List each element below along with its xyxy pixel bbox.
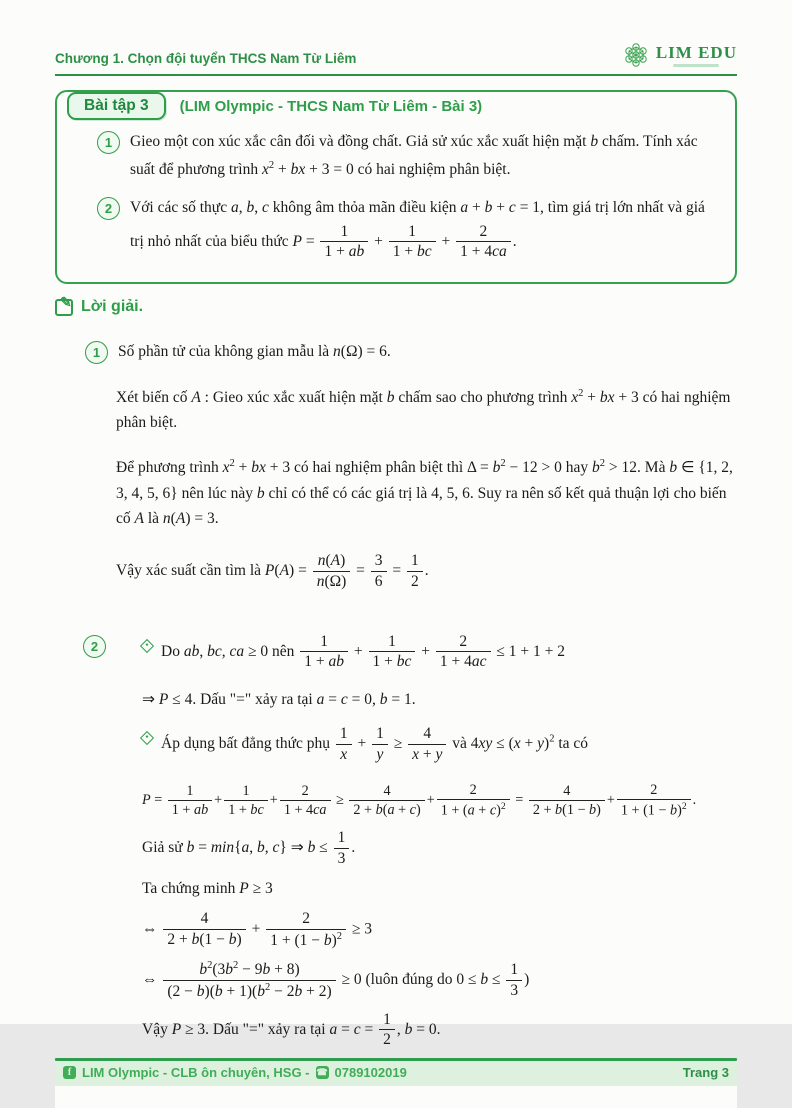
solution-1-body [116, 385, 737, 591]
pencil-icon: ✎ [55, 299, 73, 316]
bullet-1-line-1: Do ab, bc, ca ≥ 0 nên $\frac{1}{1 + ab}$ + $\frac{1}{1 + bc}$ + $\frac{2}{1 + 4ac}$ ≤ 1 + 1 + 2 [161, 632, 566, 671]
problem-item-1 [97, 128, 717, 184]
bullet-2-line-4: Ta chứng minh P ≥ 3 [142, 879, 273, 897]
facebook-icon: f [63, 1066, 76, 1079]
bullet-1 [142, 632, 737, 681]
bullet-1-line-2: ⇒ P ≤ 4. Dấu "=" xảy ra tại a = c = 0, b = 1. [142, 691, 416, 709]
logo-name: LIM EDU [655, 42, 737, 62]
solution-part-1 [85, 338, 737, 611]
circled-number-2: 2 [97, 197, 120, 220]
bullet-2-line-6: ⇔ $\frac{b^2(3b^2 - 9b + 8)}{(2 - b)(b + 1)(b^2 - 2b + 2)}$ ≥ 0 (luôn đúng do 0 ≤ b ≤ $\frac{1}{3}$ ) [142, 959, 530, 1000]
footer-page-number: Trang 3 [682, 1065, 729, 1081]
footer-strip [55, 1061, 737, 1086]
solution-1-line-3: Để phương trình $x^2$ + bx + 3 có hai nghiệm phân biệt thì $\Delta = b^2 - 12 > 0$ hay $b^2 > 12$. Mà b ∈ {1, 2, 3, 4, 5, 6} nên lúc này b chỉ có thể có các giá trị là 4, 5, 6. Suy ra nên số kết quả thuận lợi cho biến cố A là n(A) = 3. [116, 458, 733, 527]
bullet-2-line-1: Áp dụng bất đẳng thức phụ $\frac{1}{x}$ + $\frac{1}{y}$ ≥ $\frac{4}{x + y}$ và $4xy \le (x + y)^2$ ta có [161, 725, 589, 764]
page-footer [55, 1058, 737, 1108]
solution-1-line-4: Vậy xác suất cần tìm là P(A) = $\frac{n(A)}{n(\Omega)}$ = $\frac{3}{6}$ = $\frac{1}{2}$ . [116, 551, 429, 590]
footer-club-text: LIM Olympic - CLB ôn chuyên, HSG - [82, 1065, 310, 1081]
footer-phone-number: 0789102019 [334, 1065, 407, 1081]
exercise-badge: Bài tập 3 [67, 92, 166, 120]
problem-box [55, 90, 737, 284]
problem-item-2 [97, 194, 717, 263]
solution-heading [55, 293, 737, 316]
problem-1-text: Gieo một con xúc xắc cân đối và đồng chất. Giả sử xúc xắc xuất hiện mặt b chấm. Tính xác suất để phương trình $x^2$ + bx + 3 = 0 có hai nghiệm phân biệt. [130, 133, 698, 178]
solution-1-first-line [85, 338, 737, 365]
page-header [55, 40, 737, 76]
circled-number-1: 1 [97, 131, 120, 154]
bullet-2-line-3: Giả sử b = min{a, b, c} ⇒ b ≤ $\frac{1}{3}$ . [142, 829, 356, 868]
circled-number-2: 2 [83, 635, 106, 658]
diamond-bullet-icon [140, 639, 154, 653]
circled-number-1: 1 [85, 341, 108, 364]
bullet-2-line-5: ⇔ $\frac{4}{2 + b(1 - b)}$ + $\frac{2}{1 + (1 - b)^2}$ ≥ 3 [142, 909, 373, 949]
solution-heading-label: Lời giải. [81, 298, 144, 316]
solution-2-body [142, 632, 737, 1059]
exercise-source-title: (LIM Olympic - THCS Nam Từ Liêm - Bài 3) [179, 97, 483, 115]
lim-edu-logo [621, 40, 737, 70]
solution-1-line-2: Xét biến cố A : Gieo xúc xắc xuất hiện mặt b chấm sao cho phương trình $x^2$ + bx + 3 có hai nghiệm phân biệt. [116, 388, 731, 432]
footer-left [63, 1065, 407, 1080]
logo-text-block [656, 44, 737, 67]
logo-tagline [673, 64, 719, 67]
footer-bottom-margin [55, 1086, 737, 1108]
problem-box-header [67, 92, 717, 120]
solution-1-line-1: Số phần tử của không gian mẫu là n(Ω) = 6. [118, 343, 391, 361]
bullet-2-formula: P = $\frac{1}{1 + ab}$ + $\frac{1}{1 + bc}$ + $\frac{2}{1 + 4ca}$ ≥ $\frac{4}{2 + b(a + c)}$ + $\frac{2}{1 + (a + c)^2}$ = $\frac{4}{2 + b(1 - b)}$ + $\frac{2}{1 + (1 - b)^2}$ . [142, 781, 697, 819]
solution-part-2 [83, 632, 737, 1059]
problem-2-text: Với các số thực a, b, c không âm thỏa mãn điều kiện a + b + c = 1, tìm giá trị lớn nhất và giá trị nhỏ nhất của biểu thức P = $\frac{1}{1 + ab}$ + $\frac{1}{1 + bc}$ + $\frac{2}{1 + 4ca}$ . [130, 198, 705, 261]
bullet-2 [142, 724, 737, 773]
chapter-title: Chương 1. Chọn đội tuyển THCS Nam Từ Liêm [55, 51, 357, 66]
diamond-bullet-icon [140, 731, 154, 745]
phone-icon: ☎ [316, 1067, 328, 1078]
bullet-2-line-7: Vậy P ≥ 3. Dấu "=" xảy ra tại a = c = $\frac{1}{2}$ , b = 0. [142, 1010, 441, 1049]
lim-edu-logo-icon [621, 40, 651, 70]
